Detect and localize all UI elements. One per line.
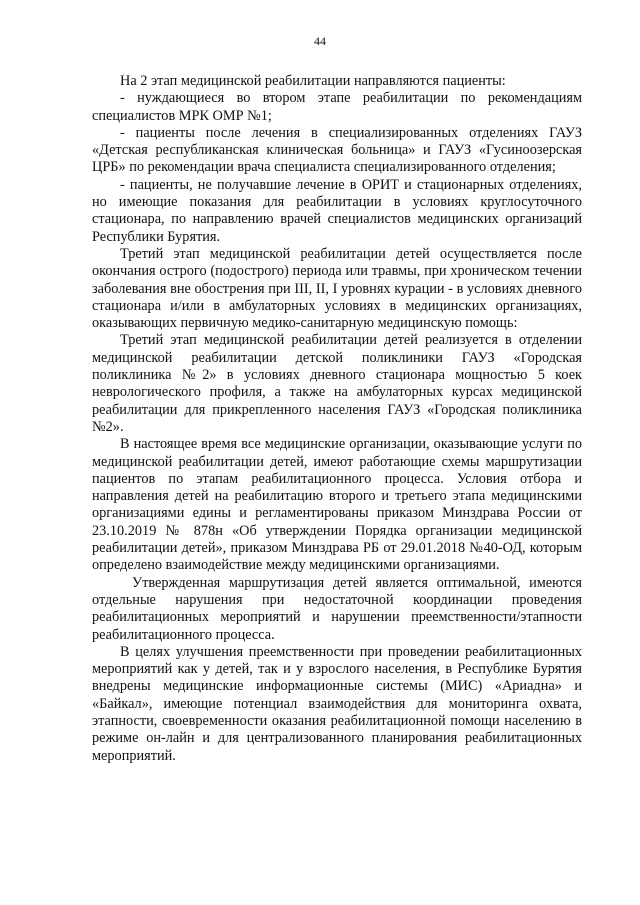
paragraph-routing-schemes: В настоящее время все медицинские организации, оказывающие услуги по медицинской реабилитации детей, имеют работающие схемы маршрутизации пациентов по этапам реабилитационного процесса. Условия отбора и направления детей на реабилитацию второго и третьего этапа медицинскими организациями едины и регламентированы приказом Минздрава России от 23.10.2019 № 878н «Об утверждении Порядка организации медицинской реабилитации детей», приказом Минздрава РБ от 29.01.2018 №40-ОД, которым определено взаимодействие между медицинскими организациями. xyxy=(92,436,582,574)
paragraph-stage2-intro: На 2 этап медицинской реабилитации направляются пациенты: xyxy=(120,73,506,89)
list-item-stage2-orit: - пациенты, не получавшие лечение в ОРИТ и стационарных отделениях, но имеющие показания для реабилитации в условиях круглосуточного стационара, по направлению врачей специалистов медицинских организаций Республики Бурятия. xyxy=(92,176,582,245)
list-item-stage2-mrk: - нуждающиеся во втором этапе реабилитации по рекомендациям специалистов МРК ОМР №1; xyxy=(92,90,582,124)
page-number: 44 xyxy=(314,34,326,48)
paragraph-stage3-conditions: Третий этап медицинской реабилитации детей осуществляется после окончания острого (подострого) периода или травмы, при хроническом течении заболевания вне обострения при III, II, I уровнях курации - в условиях дневного стационара и/или в амбулаторных условиях в медицинских организациях, оказывающих первичную медико-санитарную медицинскую помощь: xyxy=(92,245,582,332)
list-item-stage2-specialized: - пациенты после лечения в специализированных отделениях ГАУЗ «Детская республиканская клиническая больница» и ГАУЗ «Гусиноозерская ЦРБ» по рекомендации врача специалиста специализированного отделения; xyxy=(92,124,582,176)
paragraph-information-systems: В целях улучшения преемственности при проведении реабилитационных мероприятий как у детей, так и у взрослого населения, в Республике Бурятия внедрены медицинские информационные системы (МИС) «Ариадна» и «Байкал», имеющие потенциал взаимодействия для мониторинга охвата, этапности, своевременности оказания реабилитационной помощи населению в режиме он-лайн и для централизованного планирования реабилитационных мероприятий. xyxy=(92,643,582,764)
paragraph-stage3-implementation: Третий этап медицинской реабилитации детей реализуется в отделении медицинской реабилитации детской поликлиники ГАУЗ «Городская поликлиника №2» в условиях дневного стационара мощностью 5 коек неврологического профиля, а также на амбулаторных курсах медицинской реабилитации для прикрепленного населения ГАУЗ «Городская поликлиника №2». xyxy=(92,332,582,435)
document-body xyxy=(92,73,582,765)
paragraph-routing-assessment: Утвержденная маршрутизация детей является оптимальной, имеются отдельные нарушения при недостаточной координации проведения реабилитационных мероприятий и нарушении преемственности/этапности реабилитационного процесса. xyxy=(92,574,582,643)
